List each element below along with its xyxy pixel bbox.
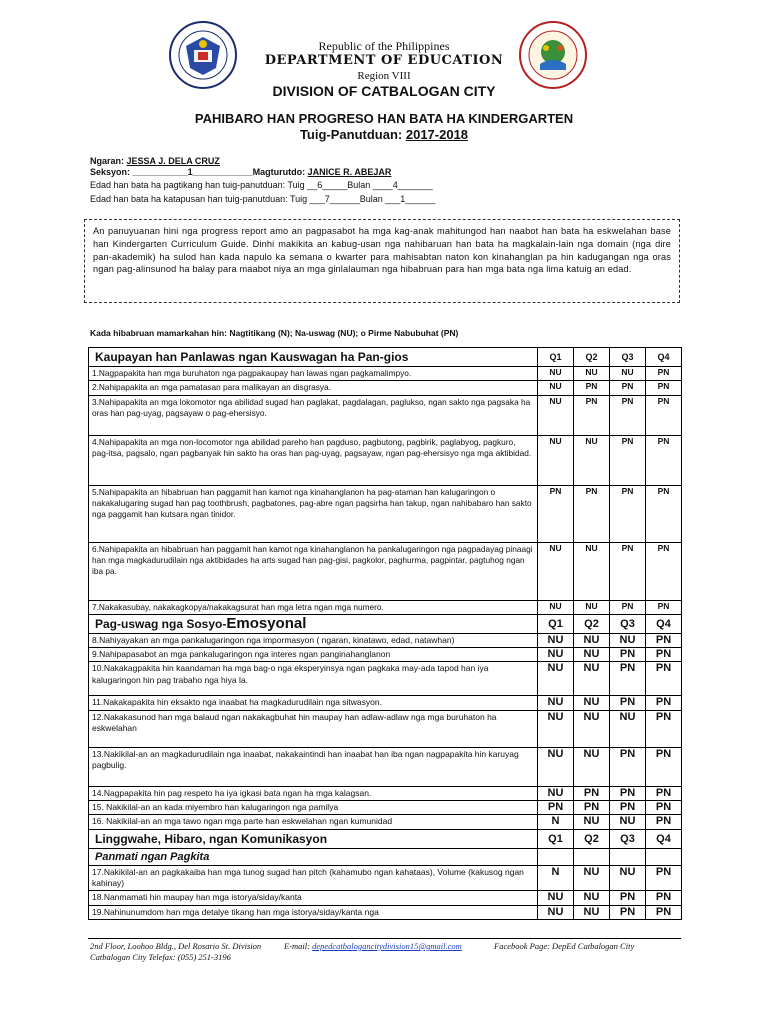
quarter-header-q2: Q2	[574, 829, 610, 848]
indicator-row	[89, 815, 682, 829]
mark-q3: NU	[610, 815, 646, 829]
section-header-row	[89, 829, 682, 848]
mark-q2: NU	[574, 662, 610, 696]
indicator-row	[89, 662, 682, 696]
indicator-row	[89, 648, 682, 662]
mark-q3: NU	[610, 710, 646, 747]
region-header: Region VIII	[357, 70, 411, 82]
footer-divider	[88, 938, 681, 939]
mark-q4: PN	[646, 815, 682, 829]
progress-table	[88, 347, 681, 920]
mark-q3: NU	[610, 865, 646, 891]
grading-legend: Kada hibabruan mamarkahan hin: Nagtitikang (N); Na-uswag (NU); o Pirme Nabubuhat (PN)	[90, 328, 459, 338]
mark-q1: NU	[538, 696, 574, 710]
indicator-row	[89, 801, 682, 815]
mark-q4: PN	[646, 435, 682, 485]
school-year-value: 2017-2018	[405, 127, 469, 142]
mark-q3: PN	[610, 485, 646, 542]
indicator-row	[89, 633, 682, 647]
mark-q4: PN	[646, 801, 682, 815]
mark-q3: PN	[610, 381, 646, 395]
mark-q1: PN	[538, 801, 574, 815]
indicator-text: 18.Nanmamati hin maupay han mga istorya/siday/kanta	[89, 891, 538, 905]
footer-facebook: Facebook Page: DepEd Catbalogan City	[494, 941, 635, 951]
mark-q2: NU	[574, 648, 610, 662]
quarter-header-q4: Q4	[646, 829, 682, 848]
empty-cell	[574, 848, 610, 865]
mark-q3: PN	[610, 696, 646, 710]
indicator-row	[89, 786, 682, 800]
indicator-text: 6.Nahipapakita an hibabruan han paggamit han kamot nga kinahanglanon ha pankalugaringon nga pagpadayag pinaagi han mga magkadurudilain nga aktibidades ha arts sugad han pag-gisi, pagkolor, paghurma, pagpintar, pagtuhog ngan iba pa.	[89, 542, 538, 600]
mark-q3: PN	[610, 600, 646, 614]
section-header-row	[89, 614, 682, 633]
section-title-part1: Pag-uswag nga Sosyo-	[95, 616, 227, 631]
indicator-text: 19.Nahinunumdom han mga detalye tikang han mga istorya/siday/kanta nga	[89, 905, 538, 919]
mark-q3: PN	[610, 395, 646, 435]
section-title-part2: Emosyonal	[226, 614, 307, 632]
mark-q4: PN	[646, 542, 682, 600]
indicator-text: 15. Nakikilal-an an kada miyembro han kalugaringon nga pamilya	[89, 801, 538, 815]
indicator-text: 7.Nakakasubay, nakakagkopya/nakakagsurat han mga letra ngan mga numero.	[89, 600, 538, 614]
mark-q3: NU	[610, 367, 646, 381]
mark-q4: PN	[646, 381, 682, 395]
mark-q3: PN	[610, 891, 646, 905]
mark-q2: PN	[574, 485, 610, 542]
mark-q4: PN	[646, 662, 682, 696]
mark-q2: PN	[574, 786, 610, 800]
indicator-row	[89, 710, 682, 747]
mark-q1: NU	[538, 747, 574, 786]
department-header: DEPARTMENT OF EDUCATION	[264, 53, 504, 68]
mark-q2: NU	[574, 710, 610, 747]
quarter-header-q3: Q3	[610, 614, 646, 633]
quarter-header-q3: Q3	[610, 829, 646, 848]
mark-q2: NU	[574, 865, 610, 891]
mark-q2: NU	[574, 542, 610, 600]
empty-cell	[538, 848, 574, 865]
mark-q1: N	[538, 815, 574, 829]
mark-q1: NU	[538, 600, 574, 614]
mark-q2: NU	[574, 905, 610, 919]
mark-q4: PN	[646, 648, 682, 662]
quarter-header-q3: Q3	[610, 348, 646, 367]
indicator-row	[89, 367, 682, 381]
indicator-text: 12.Nakakasunod han mga balaud ngan nakakagbuhat hin maupay han adlaw-adlaw nga mga buruhaton ha eskwelahan	[89, 710, 538, 747]
mark-q4: PN	[646, 891, 682, 905]
name-label: Ngaran:	[90, 156, 127, 166]
indicator-text: 4.Nahipapakita an mga non-locomotor nga abilidad pareho han pagduso, pagbutong, pagbirik, paglabyog, pagkuro, pag-itsa, pagsalo, ngan pagbanyak hin sakto ha oras han pag-uyag, pagsayaw, ngan pag-ehersisyo nga mga aktibidad.	[89, 435, 538, 485]
mark-q1: NU	[538, 891, 574, 905]
section-label: Seksyon: ___________1____________Magturutdo:	[90, 167, 308, 177]
mark-q2: PN	[574, 381, 610, 395]
mark-q4: PN	[646, 367, 682, 381]
mark-q2: NU	[574, 367, 610, 381]
indicator-text: 16. Nakikilal-an an mga tawo ngan mga parte han eskwelahan ngan kumunidad	[89, 815, 538, 829]
indicator-row	[89, 381, 682, 395]
mark-q3: NU	[610, 633, 646, 647]
indicator-text: 8.Nahiyayakan an mga pankalugaringon nga impormasyon ( ngaran, kinatawo, edad, natawhan)	[89, 633, 538, 647]
footer-email	[284, 941, 462, 952]
age-at-end-line: Edad han bata ha katapusan han tuig-panutduan: Tuig ___7______Bulan ___1______	[90, 194, 436, 204]
age-at-start-line: Edad han bata ha pagtikang han tuig-panutduan: Tuig __6_____Bulan ____4_______	[90, 180, 433, 190]
section-title-physical: Kaupayan han Panlawas ngan Kauswagan ha Pan-gios	[89, 348, 538, 367]
footer-address: 2nd Floor, Loohoo Bldg., Del Rosario St. Division Catbalogan City Telefax: (055) 251-3196	[90, 941, 262, 962]
section-header-row	[89, 348, 682, 367]
mark-q3: PN	[610, 542, 646, 600]
section-teacher-line	[90, 167, 391, 178]
mark-q2: NU	[574, 815, 610, 829]
mark-q4: PN	[646, 905, 682, 919]
republic-header: Republic of the Philippines	[318, 39, 450, 53]
mark-q2: NU	[574, 696, 610, 710]
mark-q4: PN	[646, 710, 682, 747]
mark-q4: PN	[646, 600, 682, 614]
quarter-header-q2: Q2	[574, 348, 610, 367]
quarter-header-q1: Q1	[538, 348, 574, 367]
division-header: DIVISION OF CATBALOGAN CITY	[272, 83, 496, 99]
mark-q1: NU	[538, 710, 574, 747]
mark-q3: PN	[610, 435, 646, 485]
indicator-text: 3.Nahipapakita an mga lokomotor nga abilidad sugad han paglakat, pagdalagan, paglukso, ngan sakto nga pagsaka ha oras han pag-uyag, pagsayaw o pag-ehersisyo.	[89, 395, 538, 435]
school-year-line	[0, 127, 768, 142]
mark-q3: PN	[610, 747, 646, 786]
student-name-value: JESSA J. DELA CRUZ	[126, 156, 220, 166]
mark-q3: PN	[610, 801, 646, 815]
mark-q2: PN	[574, 801, 610, 815]
section-title-language: Linggwahe, Hibaro, ngan Komunikasyon	[89, 829, 538, 848]
mark-q2: PN	[574, 395, 610, 435]
mark-q1: NU	[538, 905, 574, 919]
quarter-header-q4: Q4	[646, 348, 682, 367]
indicator-text: 11.Nakakapakita hin eksakto nga inaabat ha magkadurudilain nga sitwasyon.	[89, 696, 538, 710]
mark-q4: PN	[646, 747, 682, 786]
indicator-row	[89, 865, 682, 891]
indicator-text: 9.Nahipapasabot an mga pankalugaringon nga interes ngan panginahanglanon	[89, 648, 538, 662]
quarter-header-q4: Q4	[646, 614, 682, 633]
indicator-text: 13.Nakikilal-an an magkadurudilain nga inaabat, nakakaintindi han inaabat han iba ngan nagpapakita hin karuyag pagbulig.	[89, 747, 538, 786]
indicator-row	[89, 435, 682, 485]
indicator-text: 10.Nakakagpakita hin kaandaman ha mga bag-o nga eksperyinsya ngan pagkaka may-ada tapod han iya kalugaringon hin pag trabaho nga hiya la.	[89, 662, 538, 696]
intro-paragraph: An panuyuanan hini nga progress report amo an pagpasabot ha mga kag-anak mahitungod han naabot han bata ha eskwelahan base han Kindergarten Curriculum Guide. Dinhi makikita an kabug-usan nga nahibaruan han bata ha magkalain-lain nga domain (nga dire pan-akademik) ha sulod han kada napulo ka semana o kwarter para mahisabtan naton kon kinahanglan pa hin kadugangan nga oras ngan pag-alinsunod ha balay para maabot niya an mga ginlalauman nga hibabruan para han mga bata nga lima katuig an edad.	[84, 219, 680, 303]
quarter-header-q2: Q2	[574, 614, 610, 633]
indicator-text: 2.Nahipapakita an mga pamatasan para malikayan an disgrasya.	[89, 381, 538, 395]
indicator-row	[89, 542, 682, 600]
subheading-row	[89, 848, 682, 865]
mark-q1: NU	[538, 662, 574, 696]
mark-q3: PN	[610, 662, 646, 696]
mark-q1: NU	[538, 648, 574, 662]
mark-q1: NU	[538, 786, 574, 800]
document-title: PAHIBARO HAN PROGRESO HAN BATA HA KINDERGARTEN	[194, 111, 574, 126]
indicator-text: 14.Nagpapakita hin pag respeto ha iya igkasi bata ngan ha mga kalagsan.	[89, 786, 538, 800]
mark-q4: PN	[646, 633, 682, 647]
mark-q2: NU	[574, 435, 610, 485]
teacher-name-value: JANICE R. ABEJAR	[307, 167, 392, 177]
indicator-row	[89, 905, 682, 919]
empty-cell	[610, 848, 646, 865]
mark-q4: PN	[646, 696, 682, 710]
indicator-row	[89, 395, 682, 435]
mark-q1: NU	[538, 542, 574, 600]
mark-q1: NU	[538, 435, 574, 485]
mark-q1: N	[538, 865, 574, 891]
mark-q2: NU	[574, 600, 610, 614]
quarter-header-q1: Q1	[538, 614, 574, 633]
email-label: E-mail:	[284, 941, 313, 951]
mark-q1: NU	[538, 633, 574, 647]
indicator-row	[89, 891, 682, 905]
indicator-row	[89, 600, 682, 614]
mark-q1: PN	[538, 485, 574, 542]
indicator-row	[89, 747, 682, 786]
mark-q1: NU	[538, 367, 574, 381]
mark-q3: PN	[610, 648, 646, 662]
mark-q4: PN	[646, 865, 682, 891]
school-year-label: Tuig-Panutduan:	[299, 127, 406, 142]
email-link[interactable]: depedcatbalogancitydivision15@gmail.com	[312, 941, 462, 951]
quarter-header-q1: Q1	[538, 829, 574, 848]
mark-q4: PN	[646, 786, 682, 800]
mark-q3: PN	[610, 905, 646, 919]
mark-q2: NU	[574, 633, 610, 647]
empty-cell	[646, 848, 682, 865]
subheading-listening-viewing: Panmati ngan Pagkita	[89, 848, 538, 865]
indicator-text: 1.Nagpapakita han mga buruhaton nga pagpakaupay han lawas ngan pagkamalimpyo.	[89, 367, 538, 381]
student-name-line	[90, 156, 220, 167]
indicator-row	[89, 696, 682, 710]
mark-q3: PN	[610, 786, 646, 800]
mark-q2: NU	[574, 891, 610, 905]
mark-q1: NU	[538, 395, 574, 435]
mark-q4: PN	[646, 395, 682, 435]
mark-q2: NU	[574, 747, 610, 786]
mark-q4: PN	[646, 485, 682, 542]
mark-q1: NU	[538, 381, 574, 395]
indicator-text: 17.Nakikilal-an an pagkakaiba han mga tunog sugad han pitch (kahamubo ngan kahataas), Volume (kakusog ngan kahinay)	[89, 865, 538, 891]
section-title-socio-emotional	[89, 614, 538, 633]
indicator-row	[89, 485, 682, 542]
indicator-text: 5.Nahipapakita an hibabruan han paggamit han kamot nga kinahanglanon ha pag-ataman han kalugaringon o nakakalugaring sugad han pag toothbrush, pagbatones, pag-abre ngan pagsirha han takup, ngan nahibabaro han sakto nga paggamit han kutsara ngan tinidor.	[89, 485, 538, 542]
